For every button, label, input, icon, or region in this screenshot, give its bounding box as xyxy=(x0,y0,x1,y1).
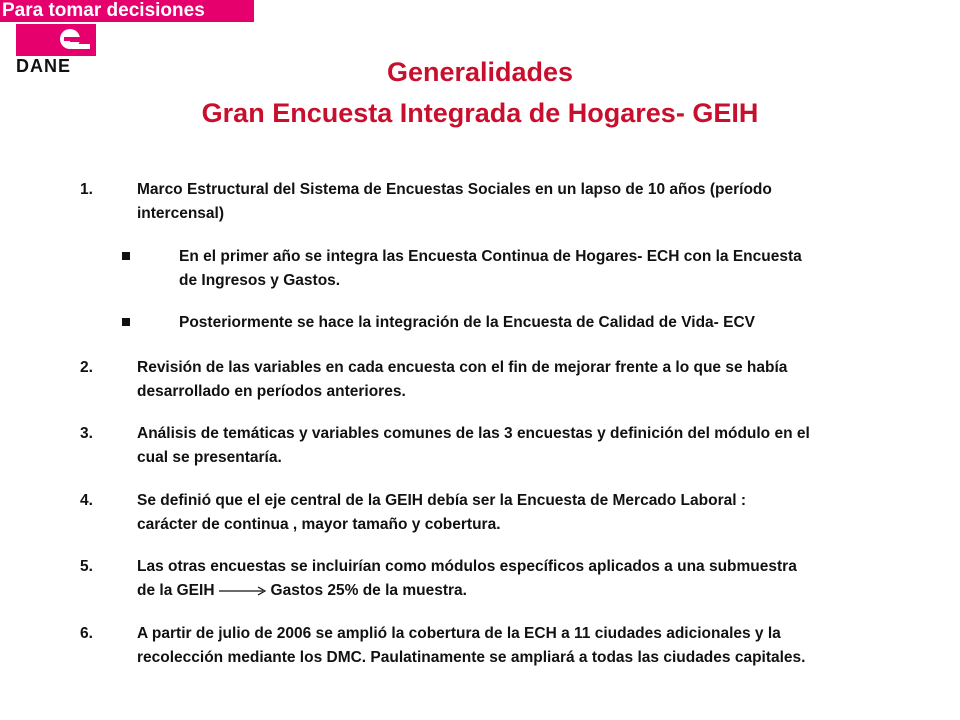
page-title: Generalidades xyxy=(386,57,574,87)
item-text: Las otras encuestas se incluirían como módulos específicos aplicados a una submuestra xyxy=(137,558,797,575)
item-text: desarrollado en períodos anteriores. xyxy=(137,383,406,400)
item-text: cual se presentaría. xyxy=(137,449,282,466)
right-arrow-icon xyxy=(219,586,269,596)
item-text: recolección mediante los DMC. Paulatinamente se ampliará a todas las ciudades capitales. xyxy=(137,649,806,666)
item-text: Revisión de las variables en cada encuesta con el fin de mejorar frente a lo que se había xyxy=(137,359,788,376)
item-number: 5. xyxy=(80,558,93,575)
bullet-text: de Ingresos y Gastos. xyxy=(179,272,341,289)
item-number: 4. xyxy=(80,492,93,509)
square-bullet-icon xyxy=(122,318,130,326)
item-text: carácter de continua , mayor tamaño y cobertura. xyxy=(137,516,501,533)
item-text: Gastos 25% de la muestra. xyxy=(270,582,467,599)
item-text: A partir de julio de 2006 se amplió la cobertura de la ECH a 11 ciudades adicionales y la xyxy=(137,625,781,642)
item-number: 3. xyxy=(80,425,93,442)
square-bullet-icon xyxy=(122,252,130,260)
bullet-text: En el primer año se integra las Encuesta Continua de Hogares- ECH con la Encuesta xyxy=(179,248,802,265)
item-text: Análisis de temáticas y variables comunes de las 3 encuestas y definición del módulo en el xyxy=(137,425,810,442)
item-text: Marco Estructural del Sistema de Encuestas Sociales en un lapso de 10 años (período xyxy=(137,181,772,198)
item-number: 2. xyxy=(80,359,93,376)
bullet-text: Posteriormente se hace la integración de la Encuesta de Calidad de Vida- ECV xyxy=(179,314,755,331)
item-text-with-arrow xyxy=(137,582,467,600)
item-number: 6. xyxy=(80,625,93,642)
item-text: intercensal) xyxy=(137,205,225,222)
page-subtitle: Gran Encuesta Integrada de Hogares- GEIH xyxy=(201,98,759,128)
logo-text: DANE xyxy=(16,56,72,76)
item-text: de la GEIH xyxy=(137,582,215,599)
item-text: Se definió que el eje central de la GEIH debía ser la Encuesta de Mercado Laboral : xyxy=(137,492,747,509)
item-number: 1. xyxy=(80,181,93,198)
tagline-banner: Para tomar decisiones xyxy=(0,0,254,22)
